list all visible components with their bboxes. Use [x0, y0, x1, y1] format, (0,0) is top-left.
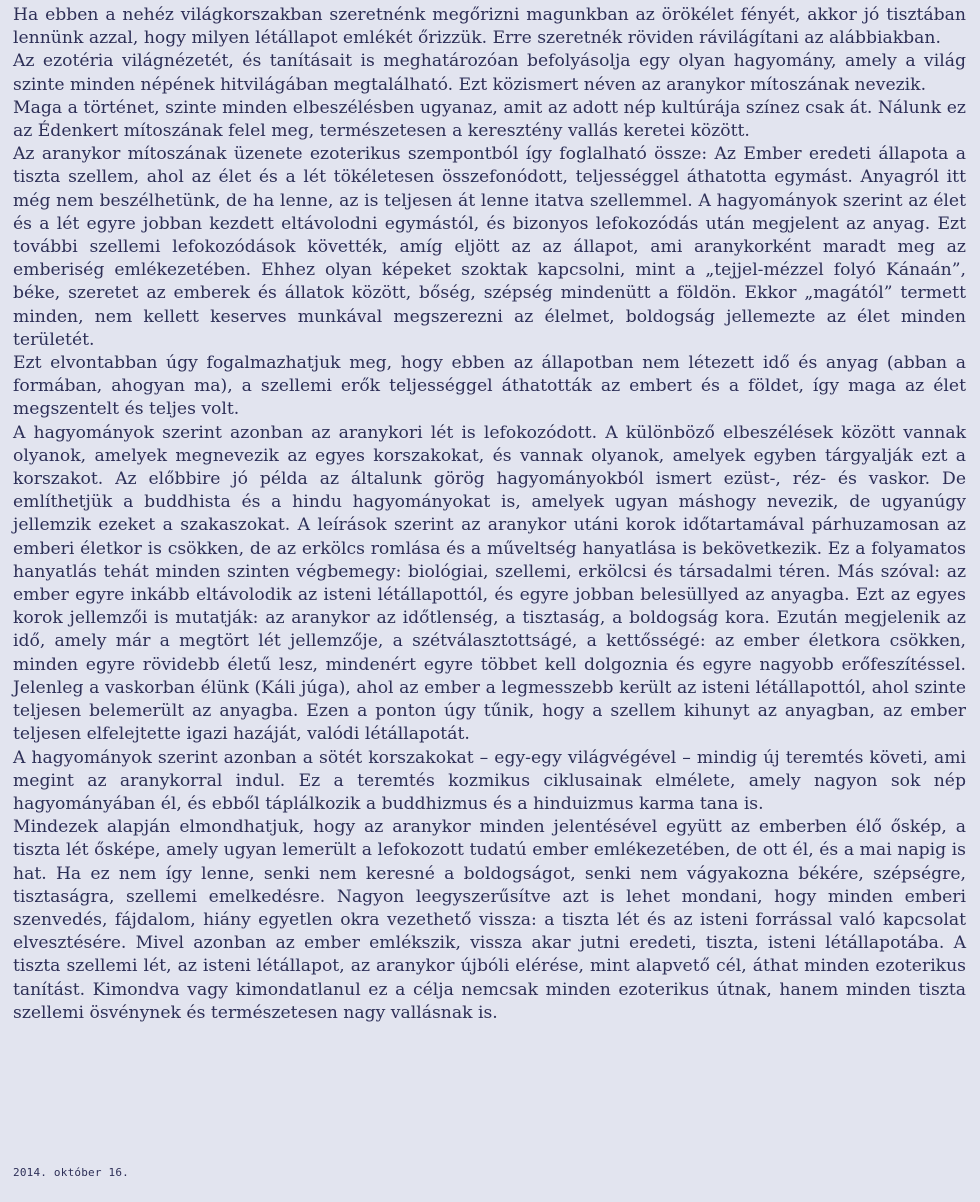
article-body — [13, 4, 966, 1025]
paragraph: Az aranykor mítoszának üzenete ezoterikus szempontból így foglalható össze: Az Ember eredeti állapota a tiszta szellem, ahol az élet és a lét tökéletesen összefonódott, teljességgel áthatotta egymást. Anyagról itt még nem beszélhetünk, de ha lenne, az is teljesen át lenne itatva szellemmel. A hagyományok szerint az élet és a lét egyre jobban kezdett eltávolodni egymástól, és bizonyos lefokozódás után megjelent az anyag. Ezt további szellemi lefokozódások követték, amíg eljött az az állapot, ami aranykorként maradt meg az emberiség emlékezetében. Ehhez olyan képeket szoktak kapcsolni, mint a „tejjel-mézzel folyó Kánaán”, béke, szeretet az emberek és állatok között, bőség, szépség mindenütt a földön. Ekkor „magától” termett minden, nem kellett keserves munkával megszerezni az élelmet, boldogság jellemezte az élet minden területét. — [13, 144, 966, 350]
paragraph: Maga a történet, szinte minden elbeszélésben ugyanaz, amit az adott nép kultúrája színez csak át. Nálunk ez az Édenkert mítoszának felel meg, természetesen a keresztény vallás keretei között. — [13, 97, 966, 142]
paragraph: Ha ebben a nehéz világkorszakban szeretnénk megőrizni magunkban az örökélet fényét, akkor jó tisztában lennünk azzal, hogy milyen létállapot emlékét őrizzük. Erre szeretnék röviden rávilágítani az alábbiakban. — [13, 5, 966, 49]
paragraph: Mindezek alapján elmondhatjuk, hogy az aranykor minden jelentésével együtt az emberben élő őskép, a tiszta lét ősképe, amely ugyan lemerült a lefokozott tudatú ember emlékezetében, de ott él, és a mai napig is hat. Ha ez nem így lenne, senki nem keresné a boldogságot, senki nem vágyakozna békére, szépségre, tisztaságra, szellemi emelkedésre. Nagyon leegyszerűsítve azt is lehet mondani, hogy minden emberi szenvedés, fájdalom, hiány egyetlen okra vezethető vissza: a tiszta lét és az isteni forrással való kapcsolat elvesztésére. Mivel azonban az ember emlékszik, vissza akar jutni eredeti, tiszta, isteni létállapotába. A tiszta szellemi lét, az isteni létállapot, az aranykor újbóli elérése, mint alapvető cél, áthat minden ezoterikus tanítást. Kimondva vagy kimondatlanul ez a célja nemcsak minden ezoterikus útnak, hanem minden tiszta szellemi ösvénynek és természetesen nagy vallásnak is. — [13, 817, 966, 1023]
paragraph: A hagyományok szerint azonban az aranykori lét is lefokozódott. A különböző elbeszélések között vannak olyanok, amelyek megnevezik az egyes korszakokat, és vannak olyanok, amelyek egyben tárgyalják ezt a korszakot. Az előbbire jó példa az általunk görög hagyományokból ismert ezüst-, réz- és vaskor. De említhetjük a buddhista és a hindu hagyományokat is, amelyek ugyan máshogy nevezik, de ugyanúgy jellemzik ezeket a szakaszokat. A leírások szerint az aranykor utáni korok időtartamával párhuzamosan az emberi életkor is csökken, de az erkölcs romlása és a műveltség hanyatlása is bekövetkezik. Ez a folyamatos hanyatlás tehát minden szinten végbemegy: biológiai, szellemi, erkölcsi és társadalmi téren. Más szóval: az ember egyre inkább eltávolodik az isteni létállapottól, és egyre jobban belesüllyed az anyagba. Ezt az egyes korok jellemzői is mutatják: az aranykor az időtlenség, a tisztaság, a boldogság kora. Ezután megjelenik az idő, amely már a megtört lét jellemzője, a szétválasztottságé, a kettősségé: az ember életkora csökken, minden egyre rövidebb életű lesz, mindenért egyre többet kell dolgoznia és egyre nagyobb erőfeszítéssel. Jelenleg a vaskorban élünk (Káli júga), ahol az ember a legmesszebb került az isteni létállapottól, ahol szinte teljesen belemerült az anyagba. Ezen a ponton úgy tűnik, hogy a szellem kihunyt az anyagban, az ember teljesen elfelejtette igazi hazáját, valódi létállapotát. — [13, 422, 966, 745]
footer-date: 2014. október 16. — [13, 1166, 129, 1179]
paragraph: Az ezotéria világnézetét, és tanításait is meghatározóan befolyásolja egy olyan hagyomány, amely a világ szinte minden népének hitvilágában megtalálható. Ezt közismert néven az aranykor mítoszának nevezik. — [13, 51, 966, 95]
paragraph: A hagyományok szerint azonban a sötét korszakokat – egy-egy világvégével – mindig új teremtés követi, ami megint az aranykorral indul. Ez a teremtés kozmikus ciklusainak elmélete, amely nagyon sok nép hagyományában él, és ebből táplálkozik a buddhizmus és a hinduizmus karma tana is. — [13, 747, 966, 814]
paragraph: Ezt elvontabban úgy fogalmazhatjuk meg, hogy ebben az állapotban nem létezett idő és anyag (abban a formában, ahogyan ma), a szellemi erők teljességgel áthatották az embert és a földet, így maga az élet megszentelt és teljes volt. — [13, 353, 966, 420]
